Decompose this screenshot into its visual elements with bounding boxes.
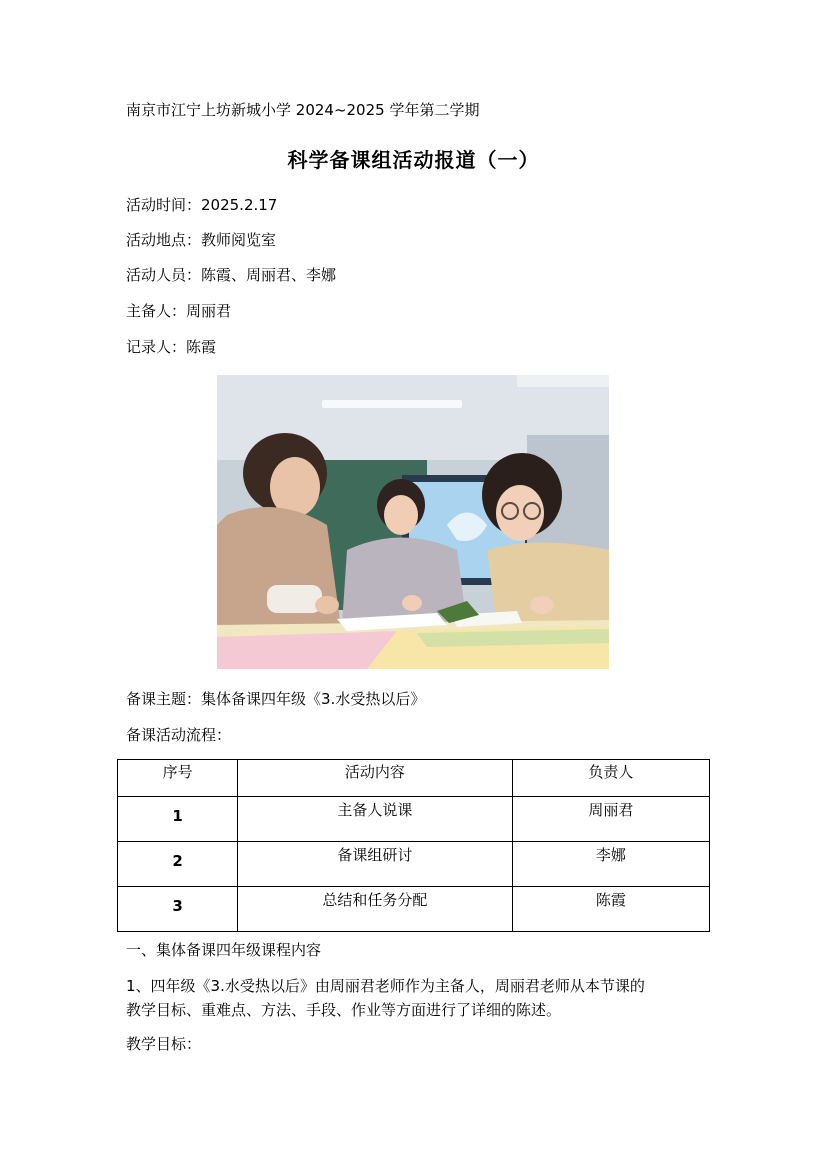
lesson-topic: 备课主题：集体备课四年级《3.水受热以后》 [126,690,426,708]
activity-place: 活动地点：教师阅览室 [126,231,277,249]
header-seq: 序号 [118,760,238,797]
row-owner: 李娜 [512,842,709,887]
table-header-row [118,760,710,797]
activity-time: 活动时间：2025.2.17 [126,196,278,214]
row-owner: 陈霞 [512,887,709,932]
row-owner: 周丽君 [512,797,709,842]
table-row [118,887,710,932]
report-title: 科学备课组活动报道（一） [287,148,540,172]
table-row [118,842,710,887]
table-row [118,797,710,842]
activity-flow-table [117,759,710,932]
objectives-label: 教学目标： [126,1035,202,1053]
paragraph-line-1: 1、四年级《3.水受热以后》由周丽君老师作为主备人，周丽君老师从本节课的 [126,977,645,995]
row-seq: 3 [118,887,238,932]
section-heading: 一、集体备课四年级课程内容 [126,941,322,959]
header-content: 活动内容 [238,760,512,797]
school-term-line: 南京市江宁上坊新城小学 2024~2025 学年第二学期 [126,101,480,119]
activity-members: 活动人员：陈霞、周丽君、李娜 [126,266,337,284]
row-content: 备课组研讨 [238,842,512,887]
lead-preparer: 主备人：周丽君 [126,302,232,320]
paragraph-line-2: 教学目标、重难点、方法、手段、作业等方面进行了详细的陈述。 [126,1001,562,1019]
activity-photo [217,375,609,669]
row-seq: 1 [118,797,238,842]
photo-illustration [217,375,609,669]
row-seq: 2 [118,842,238,887]
recorder: 记录人：陈霞 [126,338,217,356]
row-content: 总结和任务分配 [238,887,512,932]
flow-label: 备课活动流程： [126,726,232,744]
header-owner: 负责人 [512,760,709,797]
row-content: 主备人说课 [238,797,512,842]
